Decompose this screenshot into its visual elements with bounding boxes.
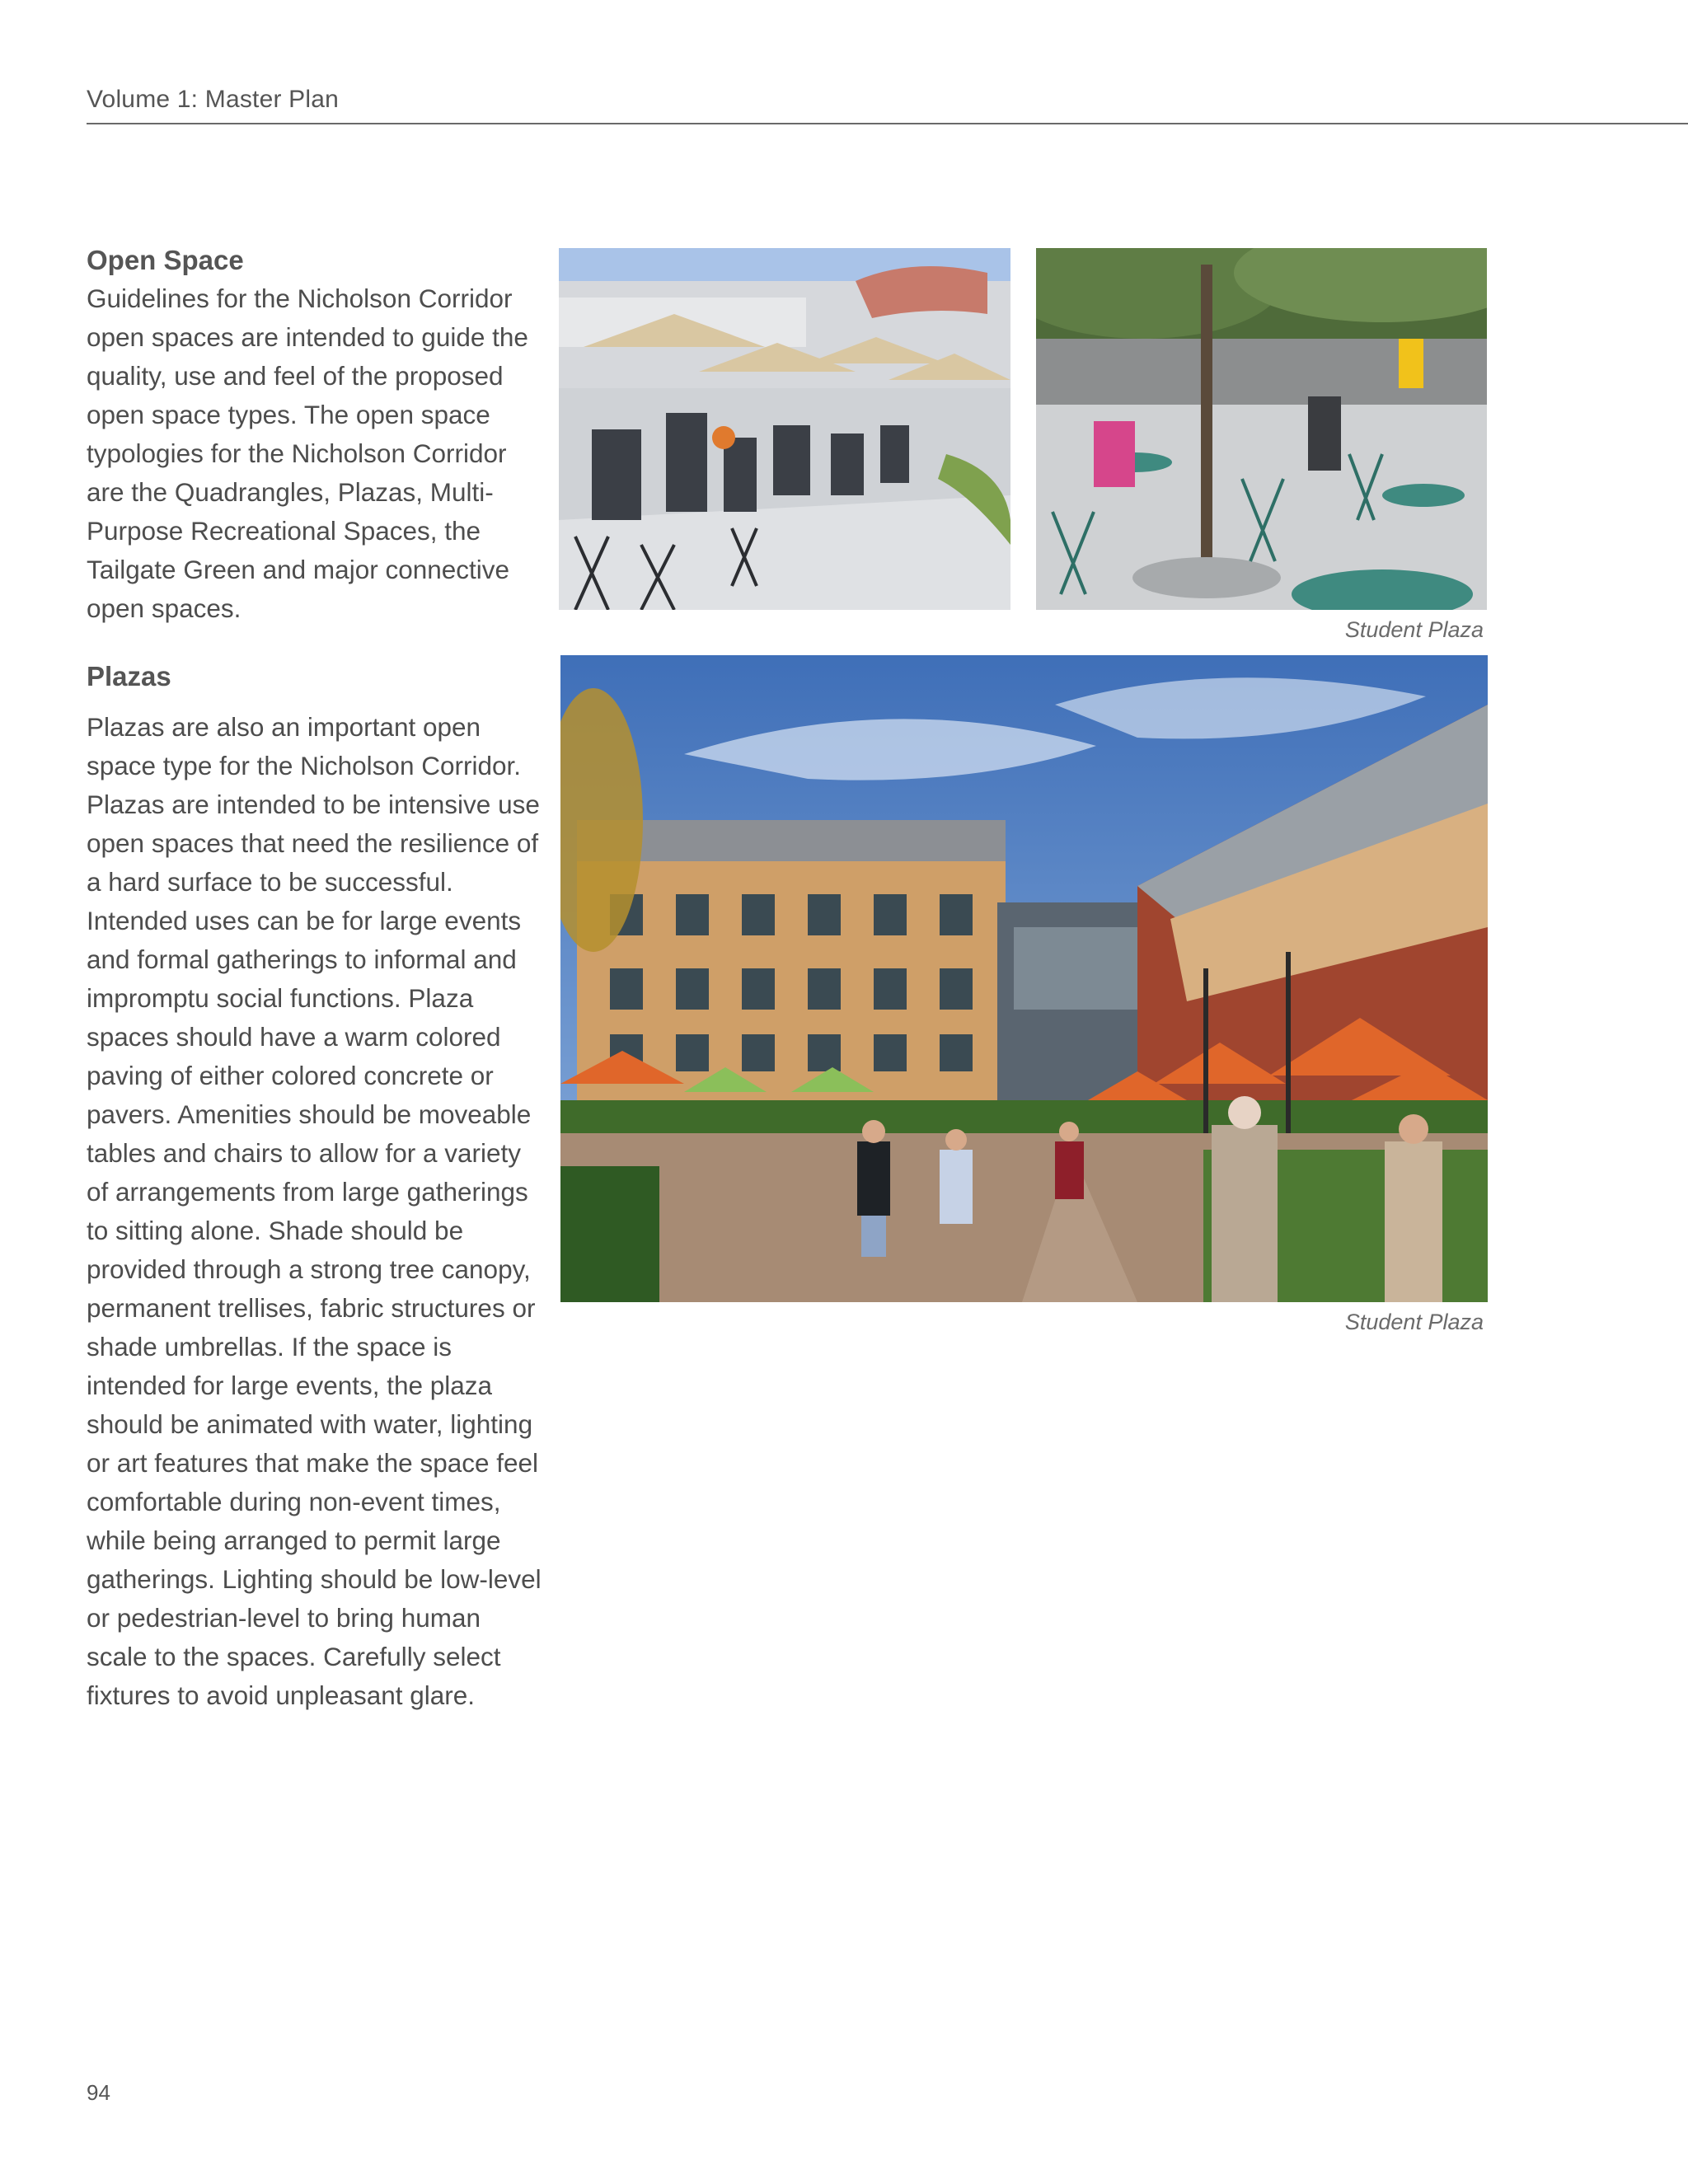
plazas-body: Plazas are also an important open space type for the Nicholson Corridor. Plazas are intended to be intensive use open spaces that need the resilience of a hard surface to be successful. Intended uses can be for large events and formal gatherings to informal and impromptu social functions. Plaza spaces should have a warm colored paving of either colored concrete or pavers. Amenities should be moveable tables and chairs to allow for a variety of arrangements from large gatherings to sitting alone. Shade should be provided through a strong tree canopy, permanent trellises, fabric structures or shade umbrellas. If the space is intended for large events, the plaza should be animated with water, lighting or art features that make the space feel comfortable during non-event times, while being arranged to permit large gatherings. Lighting should be low-level or pedestrian-level to bring human scale to the spaces. Carefully select fixtures to avoid unpleasant glare.: [87, 712, 542, 1710]
photo-caption-bottom: Student Plaza: [1344, 1310, 1484, 1334]
photo-caption-top: Student Plaza: [1344, 617, 1484, 642]
photo-student-plaza: [560, 655, 1488, 1302]
plazas-section: [87, 657, 548, 1715]
photo-plaza-bistro-chairs: [1036, 248, 1487, 610]
open-space-section: [87, 241, 548, 628]
open-space-heading: Open Space: [87, 245, 244, 275]
open-space-body: Guidelines for the Nicholson Corridor open spaces are intended to guide the quality, use and feel of the proposed open space types. The open space typologies for the Nicholson Corridor are the Quadrangles, Plazas, Multi-Purpose Recreational Spaces, the Tailgate Green and major connective open spaces.: [87, 284, 528, 623]
photo-cafe-umbrellas: [559, 248, 1010, 610]
header-rule: [87, 123, 1688, 124]
running-head: Volume 1: Master Plan: [87, 86, 340, 113]
plazas-heading: Plazas: [87, 661, 171, 691]
page-number: 94: [87, 2080, 110, 2105]
